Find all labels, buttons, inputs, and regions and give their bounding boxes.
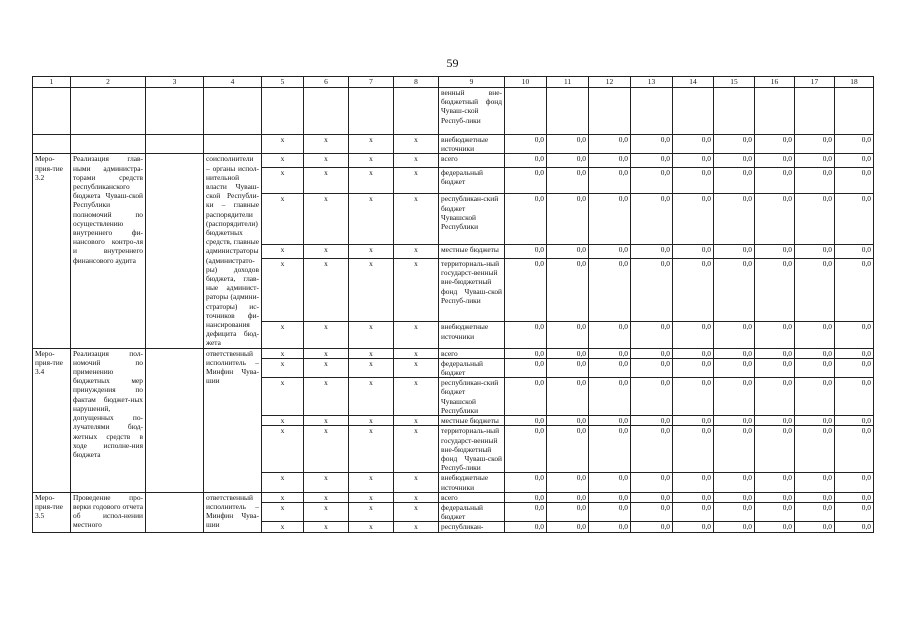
value-cell: 0,0 (673, 522, 714, 532)
marker-cell: x (394, 245, 439, 259)
table-cell (146, 492, 204, 532)
marker-cell: x (304, 522, 349, 532)
value-cell: 0,0 (589, 135, 631, 154)
value-cell: 0,0 (631, 245, 673, 259)
column-header-18: 18 (835, 77, 874, 88)
value-cell: 0,0 (714, 259, 755, 322)
table-cell (146, 348, 204, 492)
table-row (33, 492, 874, 502)
value-cell: 0,0 (714, 348, 755, 358)
value-cell (835, 88, 874, 135)
value-cell: 0,0 (795, 259, 835, 322)
marker-cell: x (349, 154, 394, 168)
value-cell (589, 88, 631, 135)
value-cell: 0,0 (631, 522, 673, 532)
marker-cell: x (262, 416, 304, 426)
measure-name: Реализация пол-номочий по применению бюджетных мер принуждения по фактам бюджет-ных нарушений, допущенных по-лучателями бюд-жетных средств в ходе исполне-ния бюджета (71, 348, 146, 492)
value-cell: 0,0 (755, 194, 795, 245)
table-cell (146, 88, 204, 135)
source-cell: республикан-ский бюджет Чувашской Республики (439, 378, 505, 416)
value-cell: 0,0 (795, 378, 835, 416)
column-header-4: 4 (204, 77, 262, 88)
value-cell: 0,0 (631, 358, 673, 377)
value-cell: 0,0 (505, 348, 547, 358)
value-cell: 0,0 (714, 358, 755, 377)
source-cell: федеральный бюджет (439, 168, 505, 194)
marker-cell: x (262, 358, 304, 377)
page-number: 59 (446, 56, 459, 70)
value-cell: 0,0 (795, 154, 835, 168)
value-cell: 0,0 (673, 348, 714, 358)
value-cell: 0,0 (755, 416, 795, 426)
value-cell: 0,0 (795, 348, 835, 358)
marker-cell: x (394, 154, 439, 168)
marker-cell: x (349, 322, 394, 348)
marker-cell: x (304, 473, 349, 492)
marker-cell: x (349, 492, 394, 502)
value-cell: 0,0 (547, 426, 589, 473)
value-cell: 0,0 (755, 378, 795, 416)
source-cell: всего (439, 348, 505, 358)
value-cell: 0,0 (631, 378, 673, 416)
column-header-16: 16 (755, 77, 795, 88)
value-cell: 0,0 (673, 416, 714, 426)
marker-cell: x (304, 358, 349, 377)
value-cell: 0,0 (673, 426, 714, 473)
value-cell: 0,0 (631, 168, 673, 194)
column-header-3: 3 (146, 77, 204, 88)
marker-cell: x (304, 426, 349, 473)
table-cell (262, 88, 304, 135)
marker-cell: x (349, 135, 394, 154)
value-cell: 0,0 (795, 492, 835, 502)
source-cell: венный вне-бюджетный фонд Чуваш-ской Респуб-лики (439, 88, 505, 135)
column-header-11: 11 (547, 77, 589, 88)
marker-cell: x (349, 348, 394, 358)
value-cell: 0,0 (714, 426, 755, 473)
source-cell: внебюджетные источники (439, 135, 505, 154)
marker-cell: x (262, 194, 304, 245)
value-cell: 0,0 (714, 245, 755, 259)
marker-cell: x (262, 245, 304, 259)
value-cell: 0,0 (631, 194, 673, 245)
value-cell: 0,0 (714, 522, 755, 532)
table-cell (71, 135, 146, 154)
value-cell: 0,0 (714, 416, 755, 426)
table-row (33, 154, 874, 168)
value-cell: 0,0 (755, 348, 795, 358)
marker-cell: x (304, 502, 349, 521)
marker-cell: x (394, 168, 439, 194)
value-cell: 0,0 (714, 194, 755, 245)
value-cell: 0,0 (714, 154, 755, 168)
value-cell (547, 88, 589, 135)
value-cell: 0,0 (835, 522, 874, 532)
table-cell (349, 88, 394, 135)
table-cell (146, 135, 204, 154)
value-cell: 0,0 (631, 348, 673, 358)
value-cell: 0,0 (631, 473, 673, 492)
table-cell (71, 88, 146, 135)
marker-cell: x (304, 492, 349, 502)
marker-cell: x (262, 426, 304, 473)
column-header-1: 1 (33, 77, 71, 88)
value-cell: 0,0 (547, 194, 589, 245)
value-cell: 0,0 (714, 492, 755, 502)
value-cell: 0,0 (755, 245, 795, 259)
source-cell: внебюджетные источники (439, 473, 505, 492)
marker-cell: x (349, 245, 394, 259)
measure-name: Реализация глав-ными администра-торами средств республиканского бюджета Чуваш-ской Республики полномочий по осуществлению внутреннего фи-нансового контро-ля и внутреннего финансового аудита (71, 154, 146, 348)
value-cell: 0,0 (505, 502, 547, 521)
value-cell: 0,0 (673, 194, 714, 245)
value-cell (631, 88, 673, 135)
value-cell: 0,0 (547, 378, 589, 416)
value-cell: 0,0 (505, 426, 547, 473)
value-cell: 0,0 (589, 168, 631, 194)
value-cell: 0,0 (673, 259, 714, 322)
marker-cell: x (304, 416, 349, 426)
marker-cell: x (394, 426, 439, 473)
value-cell: 0,0 (505, 154, 547, 168)
value-cell: 0,0 (547, 348, 589, 358)
marker-cell: x (349, 168, 394, 194)
column-header-13: 13 (631, 77, 673, 88)
table-cell (33, 88, 71, 135)
value-cell: 0,0 (673, 473, 714, 492)
marker-cell: x (394, 522, 439, 532)
value-cell: 0,0 (835, 322, 874, 348)
value-cell: 0,0 (673, 168, 714, 194)
value-cell: 0,0 (631, 502, 673, 521)
value-cell: 0,0 (673, 154, 714, 168)
value-cell: 0,0 (755, 358, 795, 377)
value-cell: 0,0 (835, 416, 874, 426)
source-cell: территориаль-ный государст-венный вне-бюджетный фонд Чуваш-ской Респуб-лики (439, 259, 505, 322)
value-cell: 0,0 (673, 378, 714, 416)
value-cell: 0,0 (835, 154, 874, 168)
marker-cell: x (394, 194, 439, 245)
marker-cell: x (394, 378, 439, 416)
table-cell (394, 88, 439, 135)
table-row (33, 88, 874, 135)
value-cell: 0,0 (835, 168, 874, 194)
value-cell: 0,0 (755, 426, 795, 473)
marker-cell: x (349, 473, 394, 492)
value-cell: 0,0 (835, 502, 874, 521)
marker-cell: x (349, 426, 394, 473)
table-cell (33, 135, 71, 154)
value-cell: 0,0 (835, 245, 874, 259)
value-cell: 0,0 (755, 502, 795, 521)
value-cell: 0,0 (795, 473, 835, 492)
value-cell (795, 88, 835, 135)
value-cell: 0,0 (755, 473, 795, 492)
column-header-14: 14 (673, 77, 714, 88)
value-cell: 0,0 (673, 245, 714, 259)
measure-label: Меро-прия-тие 3.4 (33, 348, 71, 492)
value-cell: 0,0 (631, 322, 673, 348)
marker-cell: x (304, 259, 349, 322)
value-cell: 0,0 (631, 492, 673, 502)
marker-cell: x (304, 322, 349, 348)
value-cell: 0,0 (755, 168, 795, 194)
marker-cell: x (262, 473, 304, 492)
value-cell: 0,0 (505, 259, 547, 322)
table-row (33, 135, 874, 154)
value-cell: 0,0 (505, 416, 547, 426)
source-cell: территориаль-ный государст-венный вне-бюджетный фонд Чуваш-ской Респуб-лики (439, 426, 505, 473)
marker-cell: x (262, 378, 304, 416)
marker-cell: x (304, 348, 349, 358)
value-cell: 0,0 (547, 492, 589, 502)
value-cell: 0,0 (795, 245, 835, 259)
marker-cell: x (349, 502, 394, 521)
value-cell: 0,0 (673, 492, 714, 502)
value-cell: 0,0 (631, 259, 673, 322)
source-cell: местные бюджеты (439, 245, 505, 259)
value-cell: 0,0 (547, 154, 589, 168)
marker-cell: x (349, 378, 394, 416)
value-cell: 0,0 (755, 154, 795, 168)
table-cell (304, 88, 349, 135)
value-cell: 0,0 (547, 473, 589, 492)
marker-cell: x (304, 245, 349, 259)
marker-cell: x (262, 322, 304, 348)
value-cell: 0,0 (589, 426, 631, 473)
source-cell: федеральный бюджет (439, 358, 505, 377)
value-cell: 0,0 (505, 322, 547, 348)
source-cell: республикан-ский бюджет Чувашской Республики (439, 194, 505, 245)
value-cell: 0,0 (505, 194, 547, 245)
value-cell: 0,0 (505, 473, 547, 492)
column-header-2: 2 (71, 77, 146, 88)
value-cell: 0,0 (505, 135, 547, 154)
value-cell: 0,0 (547, 522, 589, 532)
value-cell: 0,0 (795, 416, 835, 426)
value-cell: 0,0 (631, 154, 673, 168)
value-cell: 0,0 (547, 502, 589, 521)
source-cell: внебюджетные источники (439, 322, 505, 348)
value-cell: 0,0 (755, 492, 795, 502)
value-cell: 0,0 (795, 426, 835, 473)
value-cell: 0,0 (505, 358, 547, 377)
value-cell (755, 88, 795, 135)
value-cell: 0,0 (589, 259, 631, 322)
measure-name: Проведение про-верки годового отчета об испол-нении местного (71, 492, 146, 532)
value-cell: 0,0 (835, 348, 874, 358)
value-cell: 0,0 (795, 358, 835, 377)
value-cell: 0,0 (755, 322, 795, 348)
value-cell: 0,0 (505, 492, 547, 502)
value-cell: 0,0 (835, 358, 874, 377)
marker-cell: x (394, 492, 439, 502)
value-cell: 0,0 (835, 473, 874, 492)
value-cell: 0,0 (547, 416, 589, 426)
value-cell: 0,0 (795, 322, 835, 348)
column-header-6: 6 (304, 77, 349, 88)
table-cell (204, 88, 262, 135)
table-row (33, 348, 874, 358)
marker-cell: x (262, 492, 304, 502)
value-cell: 0,0 (589, 245, 631, 259)
value-cell: 0,0 (714, 135, 755, 154)
value-cell: 0,0 (589, 358, 631, 377)
value-cell: 0,0 (589, 194, 631, 245)
value-cell: 0,0 (589, 473, 631, 492)
value-cell: 0,0 (795, 135, 835, 154)
value-cell: 0,0 (589, 348, 631, 358)
value-cell: 0,0 (714, 378, 755, 416)
measure-executor: ответственный исполнитель – Минфин Чува-шии (204, 492, 262, 532)
marker-cell: x (304, 194, 349, 245)
value-cell: 0,0 (589, 522, 631, 532)
column-header-17: 17 (795, 77, 835, 88)
value-cell: 0,0 (835, 135, 874, 154)
measure-label: Меро-прия-тие 3.2 (33, 154, 71, 348)
source-cell: федеральный бюджет (439, 502, 505, 521)
table-cell (146, 154, 204, 348)
source-cell: всего (439, 154, 505, 168)
column-header-5: 5 (262, 77, 304, 88)
value-cell: 0,0 (714, 473, 755, 492)
marker-cell: x (394, 322, 439, 348)
value-cell: 0,0 (835, 194, 874, 245)
value-cell: 0,0 (673, 358, 714, 377)
value-cell: 0,0 (589, 322, 631, 348)
source-cell: местные бюджеты (439, 416, 505, 426)
value-cell: 0,0 (547, 259, 589, 322)
value-cell: 0,0 (589, 502, 631, 521)
marker-cell: x (262, 135, 304, 154)
marker-cell: x (394, 502, 439, 521)
marker-cell: x (349, 416, 394, 426)
marker-cell: x (262, 154, 304, 168)
column-header-10: 10 (505, 77, 547, 88)
marker-cell: x (394, 416, 439, 426)
value-cell: 0,0 (589, 416, 631, 426)
value-cell: 0,0 (714, 502, 755, 521)
value-cell: 0,0 (631, 416, 673, 426)
marker-cell: x (394, 135, 439, 154)
value-cell: 0,0 (673, 322, 714, 348)
budget-table (32, 76, 874, 533)
value-cell: 0,0 (547, 322, 589, 348)
marker-cell: x (262, 522, 304, 532)
value-cell (673, 88, 714, 135)
value-cell: 0,0 (835, 492, 874, 502)
value-cell: 0,0 (673, 502, 714, 521)
value-cell: 0,0 (835, 426, 874, 473)
value-cell: 0,0 (589, 492, 631, 502)
value-cell: 0,0 (505, 522, 547, 532)
source-cell: республикан- (439, 522, 505, 532)
value-cell: 0,0 (795, 522, 835, 532)
column-header-9: 9 (439, 77, 505, 88)
value-cell: 0,0 (547, 135, 589, 154)
value-cell: 0,0 (714, 168, 755, 194)
value-cell: 0,0 (505, 245, 547, 259)
value-cell: 0,0 (547, 245, 589, 259)
measure-label: Меро-прия-тие 3.5 (33, 492, 71, 532)
marker-cell: x (304, 378, 349, 416)
value-cell: 0,0 (755, 259, 795, 322)
measure-executor: ответственный исполнитель – Минфин Чува-шии (204, 348, 262, 492)
value-cell: 0,0 (631, 426, 673, 473)
marker-cell: x (304, 135, 349, 154)
column-header-8: 8 (394, 77, 439, 88)
value-cell: 0,0 (589, 154, 631, 168)
value-cell: 0,0 (795, 502, 835, 521)
value-cell: 0,0 (795, 194, 835, 245)
column-header-7: 7 (349, 77, 394, 88)
value-cell: 0,0 (714, 322, 755, 348)
marker-cell: x (262, 502, 304, 521)
value-cell: 0,0 (505, 168, 547, 194)
value-cell: 0,0 (755, 135, 795, 154)
value-cell: 0,0 (673, 135, 714, 154)
value-cell: 0,0 (631, 135, 673, 154)
column-header-15: 15 (714, 77, 755, 88)
marker-cell: x (394, 473, 439, 492)
value-cell: 0,0 (547, 168, 589, 194)
marker-cell: x (394, 358, 439, 377)
value-cell: 0,0 (835, 378, 874, 416)
value-cell: 0,0 (547, 358, 589, 377)
source-cell: всего (439, 492, 505, 502)
value-cell (714, 88, 755, 135)
table-cell (204, 135, 262, 154)
value-cell (505, 88, 547, 135)
marker-cell: x (262, 348, 304, 358)
marker-cell: x (394, 348, 439, 358)
value-cell: 0,0 (835, 259, 874, 322)
measure-executor: соисполнители – органы испол-нительной власти Чуваш-ской Республи-ки – главные распорядители (распорядители) бюджетных средств, главные администраторы (администрато-ры) доходов бюджета, глав-ные админист-раторы (админи-страторы) ис-точников фи-нансирования дефицита бюд-жета (204, 154, 262, 348)
value-cell: 0,0 (755, 522, 795, 532)
marker-cell: x (262, 168, 304, 194)
value-cell: 0,0 (589, 378, 631, 416)
marker-cell: x (349, 358, 394, 377)
marker-cell: x (394, 259, 439, 322)
marker-cell: x (349, 522, 394, 532)
header-row (33, 77, 874, 88)
marker-cell: x (349, 194, 394, 245)
value-cell: 0,0 (505, 378, 547, 416)
marker-cell: x (349, 259, 394, 322)
value-cell: 0,0 (795, 168, 835, 194)
column-header-12: 12 (589, 77, 631, 88)
marker-cell: x (304, 168, 349, 194)
marker-cell: x (304, 154, 349, 168)
marker-cell: x (262, 259, 304, 322)
